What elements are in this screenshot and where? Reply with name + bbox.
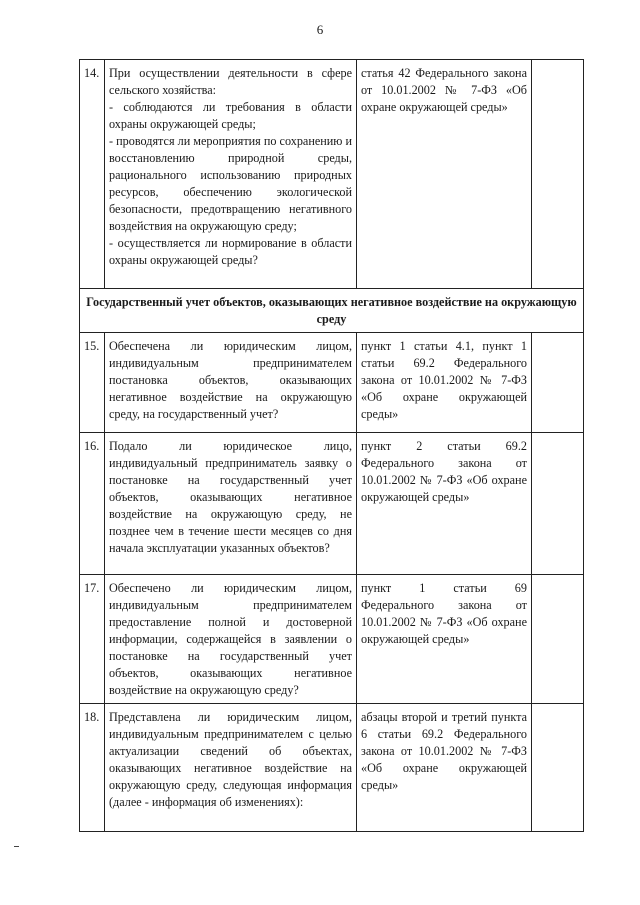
question-line: При осуществлении деятельности в сфере сельского хозяйства:	[109, 66, 352, 97]
item-question: Представлена ли юридическим лицом, индивидуальным предпринимателем с целью актуализации сведений об объектах, оказывающих негативное воздействие на окружающую среду, следующая информация (далее - информация об изменениях):	[105, 704, 357, 832]
question-line: - осуществляется ли нормирование в области охраны окружающей среды?	[109, 236, 352, 267]
table-row	[80, 333, 584, 433]
item-mark-cell	[532, 575, 584, 704]
item-legal-reference: пункт 1 статьи 69 Федерального закона от 10.01.2002 № 7-ФЗ «Об охране окружающей среды»	[357, 575, 532, 704]
item-number: 15.	[80, 333, 105, 433]
table-row	[80, 704, 584, 832]
item-question: Обеспечена ли юридическим лицом, индивидуальным предпринимателем постановка объектов, оказывающих негативное воздействие на окружающую среду, на государственный учет?	[105, 333, 357, 433]
table-row	[80, 60, 584, 289]
item-mark-cell	[532, 60, 584, 289]
page-number: 6	[316, 22, 324, 37]
item-legal-reference: статья 42 Федерального закона от 10.01.2002 № 7-ФЗ «Об охране окружающей среды»	[357, 60, 532, 289]
item-question: Подало ли юридическое лицо, индивидуальный предприниматель заявку о постановке на государственный учет объектов, оказывающих негативное воздействие на окружающую среду, не позднее чем в течение шести месяцев со дня начала эксплуатации указанных объектов?	[105, 433, 357, 575]
item-question	[105, 60, 357, 289]
item-legal-reference: пункт 2 статьи 69.2 Федерального закона от 10.01.2002 № 7-ФЗ «Об охране окружающей среды»	[357, 433, 532, 575]
item-number: 18.	[80, 704, 105, 832]
scan-artifact-mark	[14, 846, 19, 847]
item-mark-cell	[532, 333, 584, 433]
item-legal-reference: абзацы второй и третий пункта 6 статьи 69.2 Федерального закона от 10.01.2002 № 7-ФЗ «Об охране окружающей среды»	[357, 704, 532, 832]
question-line: - соблюдаются ли требования в области охраны окружающей среды;	[109, 100, 352, 131]
question-line: - проводятся ли мероприятия по сохранению и восстановлению природной среды, рационального использованию природных ресурсов, обеспечению экологической безопасности, предотвращению негативного воздействия на окружающую среду;	[109, 134, 352, 233]
item-legal-reference: пункт 1 статьи 4.1, пункт 1 статьи 69.2 Федерального закона от 10.01.2002 № 7-ФЗ «Об охране окружающей среды»	[357, 333, 532, 433]
section-row	[80, 289, 584, 333]
item-question: Обеспечено ли юридическим лицом, индивидуальным предпринимателем предоставление полной и достоверной информации, содержащейся в заявлении о постановке на государственный учет объектов, оказывающих негативное воздействие на окружающую среду?	[105, 575, 357, 704]
section-title: Государственный учет объектов, оказывающих негативное воздействие на окружающую среду	[80, 289, 584, 333]
item-mark-cell	[532, 704, 584, 832]
checklist-table	[79, 59, 584, 832]
item-mark-cell	[532, 433, 584, 575]
table-row	[80, 433, 584, 575]
item-number: 17.	[80, 575, 105, 704]
table-row	[80, 575, 584, 704]
item-number: 16.	[80, 433, 105, 575]
item-number: 14.	[80, 60, 105, 289]
